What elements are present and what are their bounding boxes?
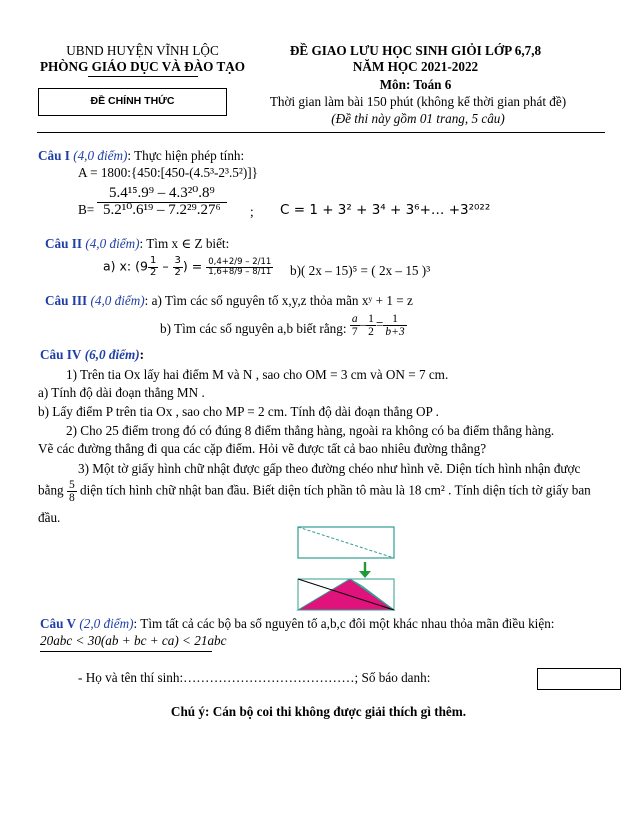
q3-frac1-num: a (351, 313, 358, 325)
q2-frac1-num: 1 (149, 255, 157, 266)
q3-frac2-den: 2 (368, 326, 374, 339)
q2-frac1-den: 2 (149, 266, 157, 278)
q3-equals: = (375, 316, 384, 332)
q1-expr-b (97, 186, 227, 219)
question-points: (6,0 điểm) (84, 347, 140, 362)
footer-note: Chú ý: Cán bộ coi thi không được giải thích gì thêm. (170, 704, 467, 719)
subject: Môn: Toán 6 (379, 77, 452, 92)
q1-b-denominator: 5.2¹⁰.6¹⁹ – 7.2²⁹.27⁶ (103, 201, 221, 218)
question-label: Câu III (45, 293, 88, 308)
paper-fold-diagram (292, 524, 407, 612)
q2-a-open: (9 (135, 258, 148, 274)
q3-frac3-den: b+3 (385, 326, 405, 339)
q2-big-frac-num: 0,4+2/9 – 2/11 (208, 256, 272, 267)
q1-b-label: B= (78, 202, 95, 217)
q4-part-2-line1: 2) Cho 25 điểm trong đó có đúng 8 điểm thẳng hàng, ngoài ra không có ba điểm thẳng hàng. (66, 423, 555, 438)
q4-part-1: 1) Trên tia Ox lấy hai điểm M và N , sao cho OM = 3 cm và ON = 7 cm. (66, 367, 449, 382)
candidate-number-box[interactable] (537, 668, 621, 690)
q3-frac1-den: 7 (351, 326, 358, 339)
question-label: Câu II (45, 236, 83, 251)
page-info: (Đề thi này gồm 01 trang, 5 câu) (331, 111, 505, 126)
down-arrow-icon (359, 571, 371, 578)
question-prompt: : Tìm tất cả các bộ ba số nguyên tố a,b,c đôi một khác nhau thỏa mãn điều kiện: (133, 616, 555, 631)
candidate-info: - Họ và tên thí sinh:…………………………………; Số báo danh: (78, 670, 431, 685)
official-badge: ĐỀ CHÍNH THỨC (90, 95, 175, 107)
header-dept: UBND HUYỆN VĨNH LỘC (66, 43, 219, 58)
q3-part-a: : a) Tìm các số nguyên tố x,y,z thỏa mãn xʸ + 1 = z (144, 293, 413, 308)
q4-part-3-line1: 3) Một tờ giấy hình chữ nhật được gấp theo đường chéo như hình vẽ. Diện tích hình nhận được (78, 461, 581, 476)
question-prompt: : Thực hiện phép tính: (127, 148, 245, 163)
header-divider (37, 132, 605, 133)
q3-minus: – (359, 316, 367, 332)
q2-frac2-den: 2 (174, 266, 181, 278)
question-points: (4,0 điểm) (73, 148, 128, 163)
q2-expr-a (103, 256, 273, 278)
q4-p3-post: diện tích hình chữ nhật ban đầu. Biết diện tích phần tô màu là 18 cm² . Tính diện tích tờ giấy ban (79, 482, 591, 498)
fold-diagonal (298, 527, 394, 558)
q5-inequality: 20abc < 30(ab + bc + ca) < 21abc (40, 633, 227, 648)
question-3-heading (45, 293, 413, 310)
exam-title: ĐỀ GIAO LƯU HỌC SINH GIỎI LỚP 6,7,8 (289, 43, 542, 58)
q2-frac2-num: 3 (174, 255, 181, 266)
question-label: Câu V (40, 616, 77, 631)
question-4-heading (40, 347, 144, 364)
q3-part-b (160, 313, 407, 338)
q3-part-b-text: b) Tìm các số nguyên a,b biết rằng: (160, 320, 347, 336)
q4-part-3-line2 (38, 479, 591, 504)
school-year: NĂM HỌC 2021-2022 (352, 59, 479, 74)
question-prompt: : Tìm x ∈ Z biết: (139, 236, 230, 251)
question-label: Câu IV (40, 347, 82, 362)
question-5-heading (40, 616, 554, 633)
question-points: (4,0 điểm) (85, 236, 140, 251)
question-colon: : (139, 347, 145, 362)
q5-underline (40, 651, 212, 652)
q1-expr-c: C = 1 + 3² + 3⁴ + 3⁶+… +3²⁰²² (280, 202, 491, 218)
header-office: PHÒNG GIÁO DỤC VÀ ĐÀO TẠO (39, 59, 246, 74)
q4-part-1a: a) Tính độ dài đoạn thẳng MN . (38, 385, 205, 400)
time-limit: Thời gian làm bài 150 phút (không kể thời gian phát đề) (269, 94, 567, 109)
q4-p3-frac-den: 8 (68, 492, 75, 505)
q4-p3-pre: bằng (38, 482, 64, 498)
q2-a-close: ) = (182, 258, 203, 274)
header-left-underline (88, 76, 198, 77)
question-points: (4,0 điểm) (90, 293, 145, 308)
question-points: (2,0 điểm) (79, 616, 134, 631)
q3-frac3-num: 1 (383, 313, 406, 326)
q2-a-minus: – (162, 258, 169, 274)
q4-p3-frac-num: 5 (68, 479, 75, 491)
q4-part-3-line3: đầu. (38, 510, 61, 525)
q1-b-numerator: 5.4¹⁵.9⁹ – 4.3²⁰.8⁹ (97, 186, 227, 203)
q4-part-2-line2: Vẽ các đường thẳng đi qua các cặp điểm. Hỏi vẽ được tất cả bao nhiêu đường thẳng? (38, 441, 487, 456)
q2-big-frac-den: 1,6+8/9 – 8/11 (208, 266, 272, 277)
q2-expr-b: b)( 2x – 15)⁵ = ( 2x – 15 )³ (290, 263, 431, 278)
q1-expr-a: A = 1800:{450:[450-(4.5³-2³.5²)]} (78, 165, 258, 180)
q2-a-label: a) x: (103, 258, 132, 274)
q1-separator: ; (250, 204, 254, 219)
question-2-heading (45, 236, 229, 253)
question-label: Câu I (38, 148, 70, 163)
q3-frac2-num: 1 (368, 313, 374, 325)
q4-part-1b: b) Lấy điểm P trên tia Ox , sao cho MP = 2 cm. Tính độ dài đoạn thẳng OP . (38, 404, 439, 419)
question-1-heading (38, 148, 244, 165)
